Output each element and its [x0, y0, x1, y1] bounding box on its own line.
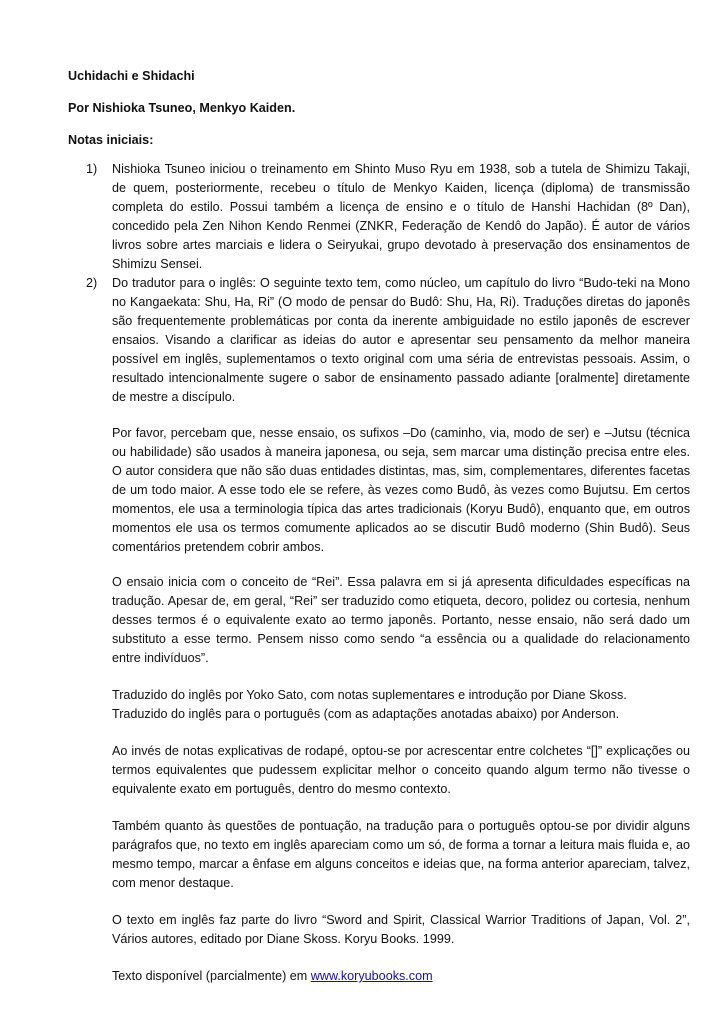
paragraph-rei: O ensaio inicia com o conceito de “Rei”. Essa palavra em si já apresenta dificuldades específicas na tradução. Apesar de, em geral, “Rei” ser traduzido como etiqueta, decoro, polidez ou cortesia, nenhum desses termos é o equivalente exato ao termo japonês. Portanto, nesse ensaio, não será dado um substituto a esse termo. Pensem nisso como sendo “a essência ou a qualidade do relacionamento entre indivíduos”.: [112, 575, 690, 665]
translation-credit-english: Traduzido do inglês por Yoko Sato, com notas suplementares e introdução por Diane Skoss.: [112, 688, 627, 702]
paragraph-punctuation: Também quanto às questões de pontuação, na tradução para o português optou-se por dividir alguns parágrafos que, no texto em inglês apareciam como um só, de forma a tornar a leitura mais fluida e, ao mesmo tempo, marcar a ênfase em alguns conceitos e ideias que, na forma anterior apareciam, talvez, com menor destaque.: [112, 819, 690, 890]
source-availability-text: Texto disponível (parcialmente) em: [112, 969, 311, 983]
note-item-text: Do tradutor para o inglês: O seguinte texto tem, como núcleo, um capítulo do livro “Budo-teki na Mono no Kangaekata: Shu, Ha, Ri” (O modo de pensar do Budô: Shu, Ha, Ri). Traduções diretas do japonês são frequentemente problemáticas por conta da inerente ambiguidade no estilo japonês de escrever ensaios. Visando a clarificar as ideias do autor e apresentar seu pensamento da melhor maneira possível em inglês, suplementamos o texto original com uma séria de entrevistas pessoais. Assim, o resultado intencionalmente sugere o sabor de ensinamento passado adiante [oralmente] diretamente de mestre a discípulo.: [112, 276, 690, 404]
note-item-number: 1): [86, 162, 98, 176]
note-item-text: Nishioka Tsuneo iniciou o treinamento em Shinto Muso Ryu em 1938, sob a tutela de Shimizu Takaji, de quem, posteriormente, recebeu o título de Menkyo Kaiden, licença (diploma) de transmissão completa do estilo. Possui também a licença de ensino e o título de Hanshi Hachidan (8º Dan), concedido pela Zen Nihon Kendo Renmei (ZNKR, Federação de Kendô do Japão). É autor de vários livros sobre artes marciais e lidera o Seiryukai, grupo devotado à preservação dos ensinamentos de Shimizu Sensei.: [112, 162, 690, 271]
author-line: Por Nishioka Tsuneo, Menkyo Kaiden.: [68, 101, 296, 115]
paragraph-footnotes: Ao invés de notas explicativas de rodapé, optou-se por acrescentar entre colchetes “[]” explicações ou termos equivalentes que pudessem explicitar melhor o conceito quando algum termo não tivesse o equivalente exato em português, dentro do mesmo contexto.: [112, 744, 690, 796]
note-item-number: 2): [86, 276, 98, 290]
koryubooks-link[interactable]: www.koryubooks.com: [310, 969, 433, 983]
document-title: Uchidachi e Shidachi: [68, 69, 195, 83]
notes-heading: Notas iniciais:: [68, 133, 154, 147]
paragraph-book-source: O texto em inglês faz parte do livro “Sword and Spirit, Classical Warrior Traditions of Japan, Vol. 2”, Vários autores, editado por Diane Skoss. Koryu Books. 1999.: [112, 913, 690, 946]
source-availability: [112, 967, 690, 986]
translation-credits: [112, 686, 690, 724]
translation-credit-portuguese: Traduzido do inglês para o português (com as adaptações anotadas abaixo) por Anderson.: [112, 707, 620, 721]
paragraph-suffixes: Por favor, percebam que, nesse ensaio, os sufixos –Do (caminho, via, modo de ser) e –Jutsu (técnica ou habilidade) são usados à maneira japonesa, ou seja, sem marcar uma distinção precisa entre eles. O autor considera que não são duas entidades distintas, mas, sim, complementares, diferentes facetas de um todo maior. A esse todo ele se refere, às vezes como Budô, às vezes como Bujutsu. Em certos momentos, ele usa a terminologia típica das artes tradicionais (Koryu Budô), enquanto que, em outros momentos ele usa os termos comumente aplicados ao se discutir Budô moderno (Shin Budô). Seus comentários pretendem cobrir ambos.: [112, 426, 690, 554]
